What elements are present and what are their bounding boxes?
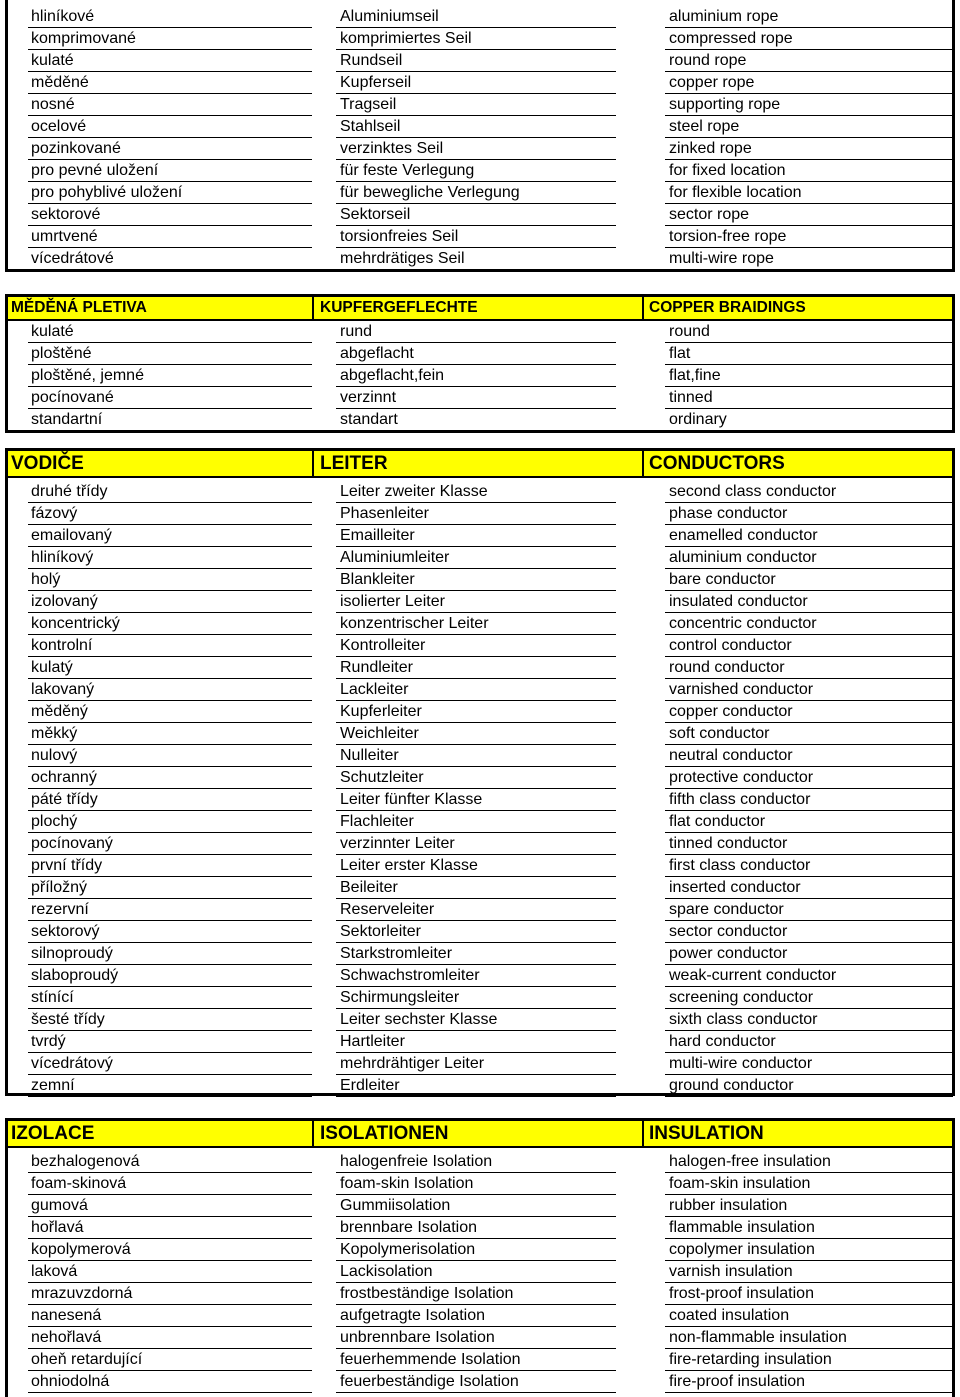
term-german: komprimiertes Seil <box>336 28 616 50</box>
term-german: verzinnt <box>336 387 616 409</box>
term-english: ground conductor <box>665 1075 953 1097</box>
term-czech: kontrolní <box>28 635 312 657</box>
term-english: spare conductor <box>665 899 953 921</box>
term-german: Aluminiumleiter <box>336 547 616 569</box>
table-row <box>8 591 952 613</box>
term-english: neutral conductor <box>665 745 953 767</box>
term-german: für feste Verlegung <box>336 160 616 182</box>
term-english: non-flammable insulation <box>665 1327 953 1349</box>
table-row <box>8 635 952 657</box>
section-header <box>8 451 952 478</box>
term-czech: první třídy <box>28 855 312 877</box>
term-czech: sektorové <box>28 204 312 226</box>
header-german: ISOLATIONEN <box>312 1121 642 1146</box>
term-english: control conductor <box>665 635 953 657</box>
term-english: fire-proof insulation <box>665 1371 953 1393</box>
term-german: standart <box>336 409 616 431</box>
term-czech: hořlavá <box>28 1217 312 1239</box>
table-row <box>8 899 952 921</box>
term-english: hard conductor <box>665 1031 953 1053</box>
table-row <box>8 160 952 182</box>
term-english: steel rope <box>665 116 953 138</box>
header-czech: MĚDĚNÁ PLETIVA <box>11 299 147 316</box>
table-row <box>8 1217 952 1239</box>
term-german: Blankleiter <box>336 569 616 591</box>
term-german: Kopolymerisolation <box>336 1239 616 1261</box>
term-english: flat conductor <box>665 811 953 833</box>
term-czech: měkký <box>28 723 312 745</box>
header-czech: IZOLACE <box>11 1123 95 1144</box>
term-czech: rezervní <box>28 899 312 921</box>
term-czech: izolovaný <box>28 591 312 613</box>
table-row <box>8 833 952 855</box>
term-english: foam-skin insulation <box>665 1173 953 1195</box>
section-copper-braidings <box>5 294 955 433</box>
term-english: tinned <box>665 387 953 409</box>
table-row <box>8 613 952 635</box>
term-english: coated insulation <box>665 1305 953 1327</box>
term-german: frostbeständige Isolation <box>336 1283 616 1305</box>
table-row <box>8 767 952 789</box>
table-row <box>8 182 952 204</box>
term-czech: slaboproudý <box>28 965 312 987</box>
term-czech: pozinkované <box>28 138 312 160</box>
term-english: torsion-free rope <box>665 226 953 248</box>
term-german: mehrdrähtiger Leiter <box>336 1053 616 1075</box>
table-row <box>8 1031 952 1053</box>
term-german: Leiter erster Klasse <box>336 855 616 877</box>
term-german: Hartleiter <box>336 1031 616 1053</box>
term-german: abgeflacht,fein <box>336 365 616 387</box>
term-german: Rundleiter <box>336 657 616 679</box>
section-header <box>8 1121 952 1148</box>
term-german: unbrennbare Isolation <box>336 1327 616 1349</box>
term-czech: pocínované <box>28 387 312 409</box>
term-english: for fixed location <box>665 160 953 182</box>
table-row <box>8 387 952 409</box>
table-row <box>8 365 952 387</box>
term-english: ordinary <box>665 409 953 431</box>
table-row <box>8 343 952 365</box>
term-german: mehrdrätiges Seil <box>336 248 616 270</box>
table-row <box>8 116 952 138</box>
section-rows <box>8 1148 952 1393</box>
term-czech: pro pohyblivé uložení <box>28 182 312 204</box>
term-english: copper conductor <box>665 701 953 723</box>
term-german: torsionfreies Seil <box>336 226 616 248</box>
term-czech: ploštěné, jemné <box>28 365 312 387</box>
term-czech: vícedrátový <box>28 1053 312 1075</box>
term-english: sector conductor <box>665 921 953 943</box>
table-row <box>8 1349 952 1371</box>
term-german: aufgetragte Isolation <box>336 1305 616 1327</box>
term-german: Kupferseil <box>336 72 616 94</box>
term-czech: druhé třídy <box>28 481 312 503</box>
term-german: Phasenleiter <box>336 503 616 525</box>
term-english: inserted conductor <box>665 877 953 899</box>
section-rows <box>8 321 952 431</box>
term-german: Nulleiter <box>336 745 616 767</box>
term-czech: mrazuvzdorná <box>28 1283 312 1305</box>
term-english: soft conductor <box>665 723 953 745</box>
section-header <box>8 297 952 321</box>
table-row <box>8 138 952 160</box>
section-ropes <box>5 0 955 272</box>
table-row <box>8 481 952 503</box>
term-english: copolymer insulation <box>665 1239 953 1261</box>
header-english: INSULATION <box>642 1121 952 1146</box>
term-english: aluminium conductor <box>665 547 953 569</box>
table-row <box>8 1151 952 1173</box>
table-row <box>8 789 952 811</box>
term-czech: kulatý <box>28 657 312 679</box>
term-czech: holý <box>28 569 312 591</box>
term-english: round <box>665 321 953 343</box>
table-row <box>8 569 952 591</box>
term-english: flat <box>665 343 953 365</box>
table-row <box>8 1009 952 1031</box>
term-german: feuerbeständige Isolation <box>336 1371 616 1393</box>
term-german: Flachleiter <box>336 811 616 833</box>
table-row <box>8 745 952 767</box>
term-czech: gumová <box>28 1195 312 1217</box>
term-czech: komprimované <box>28 28 312 50</box>
term-czech: fázový <box>28 503 312 525</box>
table-row <box>8 94 952 116</box>
table-row <box>8 811 952 833</box>
term-czech: kulaté <box>28 321 312 343</box>
term-english: screening conductor <box>665 987 953 1009</box>
term-english: multi-wire conductor <box>665 1053 953 1075</box>
term-german: Schirmungsleiter <box>336 987 616 1009</box>
term-german: Erdleiter <box>336 1075 616 1097</box>
term-english: round rope <box>665 50 953 72</box>
term-german: Kupferleiter <box>336 701 616 723</box>
term-english: power conductor <box>665 943 953 965</box>
term-english: bare conductor <box>665 569 953 591</box>
table-row <box>8 1371 952 1393</box>
term-german: Beileiter <box>336 877 616 899</box>
table-row <box>8 409 952 431</box>
term-english: multi-wire rope <box>665 248 953 270</box>
table-row <box>8 657 952 679</box>
term-czech: měděný <box>28 701 312 723</box>
term-english: frost-proof insulation <box>665 1283 953 1305</box>
term-czech: nosné <box>28 94 312 116</box>
table-row <box>8 1305 952 1327</box>
term-czech: bezhalogenová <box>28 1151 312 1173</box>
term-german: Gummiisolation <box>336 1195 616 1217</box>
header-german: KUPFERGEFLECHTE <box>312 297 642 319</box>
term-czech: kulaté <box>28 50 312 72</box>
term-english: phase conductor <box>665 503 953 525</box>
term-german: Lackleiter <box>336 679 616 701</box>
term-czech: oheň retardující <box>28 1349 312 1371</box>
header-english: COPPER BRAIDINGS <box>642 297 952 319</box>
term-german: abgeflacht <box>336 343 616 365</box>
table-row <box>8 877 952 899</box>
term-czech: ocelové <box>28 116 312 138</box>
table-row <box>8 321 952 343</box>
term-english: first class conductor <box>665 855 953 877</box>
term-english: flammable insulation <box>665 1217 953 1239</box>
term-czech: tvrdý <box>28 1031 312 1053</box>
term-german: Tragseil <box>336 94 616 116</box>
term-english: for flexible location <box>665 182 953 204</box>
table-row <box>8 987 952 1009</box>
term-czech: příložný <box>28 877 312 899</box>
term-english: tinned conductor <box>665 833 953 855</box>
section-rows <box>8 478 952 1097</box>
table-row <box>8 1327 952 1349</box>
term-english: supporting rope <box>665 94 953 116</box>
term-german: Leiter fünfter Klasse <box>336 789 616 811</box>
term-english: protective conductor <box>665 767 953 789</box>
term-czech: plochý <box>28 811 312 833</box>
term-czech: nulový <box>28 745 312 767</box>
term-czech: hliníkové <box>28 6 312 28</box>
header-german: LEITER <box>312 451 642 476</box>
term-czech: pocínovaný <box>28 833 312 855</box>
table-row <box>8 965 952 987</box>
table-row <box>8 1239 952 1261</box>
section-insulation <box>5 1118 955 1397</box>
header-english: CONDUCTORS <box>642 451 952 476</box>
table-row <box>8 50 952 72</box>
term-czech: stínící <box>28 987 312 1009</box>
term-czech: šesté třídy <box>28 1009 312 1031</box>
table-row <box>8 921 952 943</box>
term-english: fire-retarding insulation <box>665 1349 953 1371</box>
term-german: verzinnter Leiter <box>336 833 616 855</box>
term-czech: zemní <box>28 1075 312 1097</box>
term-english: second class conductor <box>665 481 953 503</box>
table-row <box>8 723 952 745</box>
table-row <box>8 1075 952 1097</box>
term-czech: foam-skinová <box>28 1173 312 1195</box>
table-row <box>8 701 952 723</box>
term-czech: sektorový <box>28 921 312 943</box>
term-german: Starkstromleiter <box>336 943 616 965</box>
term-german: Kontrolleiter <box>336 635 616 657</box>
term-german: Lackisolation <box>336 1261 616 1283</box>
table-row <box>8 6 952 28</box>
term-german: feuerhemmende Isolation <box>336 1349 616 1371</box>
term-czech: nanesená <box>28 1305 312 1327</box>
table-row <box>8 943 952 965</box>
table-row <box>8 28 952 50</box>
term-german: Emailleiter <box>336 525 616 547</box>
term-english: compressed rope <box>665 28 953 50</box>
term-english: halogen-free insulation <box>665 1151 953 1173</box>
term-english: flat,fine <box>665 365 953 387</box>
term-czech: páté třídy <box>28 789 312 811</box>
term-german: Schutzleiter <box>336 767 616 789</box>
table-row <box>8 855 952 877</box>
term-czech: ohniodolná <box>28 1371 312 1393</box>
term-czech: silnoproudý <box>28 943 312 965</box>
term-german: brennbare Isolation <box>336 1217 616 1239</box>
term-czech: nehořlavá <box>28 1327 312 1349</box>
term-czech: emailovaný <box>28 525 312 547</box>
term-german: Schwachstromleiter <box>336 965 616 987</box>
term-english: aluminium rope <box>665 6 953 28</box>
term-czech: laková <box>28 1261 312 1283</box>
table-row <box>8 1261 952 1283</box>
table-row <box>8 679 952 701</box>
term-german: verzinktes Seil <box>336 138 616 160</box>
term-czech: koncentrický <box>28 613 312 635</box>
term-english: sixth class conductor <box>665 1009 953 1031</box>
term-english: fifth class conductor <box>665 789 953 811</box>
table-row <box>8 248 952 270</box>
term-german: Reserveleiter <box>336 899 616 921</box>
term-german: Sektorseil <box>336 204 616 226</box>
term-english: rubber insulation <box>665 1195 953 1217</box>
term-german: Aluminiumseil <box>336 6 616 28</box>
table-row <box>8 1283 952 1305</box>
term-german: Leiter zweiter Klasse <box>336 481 616 503</box>
term-czech: pro pevné uložení <box>28 160 312 182</box>
table-row <box>8 525 952 547</box>
term-german: für bewegliche Verlegung <box>336 182 616 204</box>
table-row <box>8 1195 952 1217</box>
term-german: isolierter Leiter <box>336 591 616 613</box>
term-german: halogenfreie Isolation <box>336 1151 616 1173</box>
term-english: zinked rope <box>665 138 953 160</box>
table-row <box>8 72 952 94</box>
table-row <box>8 204 952 226</box>
term-czech: měděné <box>28 72 312 94</box>
term-german: konzentrischer Leiter <box>336 613 616 635</box>
table-row <box>8 1053 952 1075</box>
term-english: insulated conductor <box>665 591 953 613</box>
term-english: sector rope <box>665 204 953 226</box>
term-german: Stahlseil <box>336 116 616 138</box>
term-english: round conductor <box>665 657 953 679</box>
table-row <box>8 547 952 569</box>
section-rows <box>8 0 952 270</box>
term-german: rund <box>336 321 616 343</box>
term-czech: vícedrátové <box>28 248 312 270</box>
table-row <box>8 503 952 525</box>
term-czech: lakovaný <box>28 679 312 701</box>
term-english: varnished conductor <box>665 679 953 701</box>
term-czech: hliníkový <box>28 547 312 569</box>
term-german: foam-skin Isolation <box>336 1173 616 1195</box>
term-czech: ploštěné <box>28 343 312 365</box>
term-czech: kopolymerová <box>28 1239 312 1261</box>
term-german: Rundseil <box>336 50 616 72</box>
term-german: Weichleiter <box>336 723 616 745</box>
table-row <box>8 226 952 248</box>
term-english: enamelled conductor <box>665 525 953 547</box>
section-conductors <box>5 448 955 1096</box>
term-german: Sektorleiter <box>336 921 616 943</box>
term-czech: standartní <box>28 409 312 431</box>
term-english: copper rope <box>665 72 953 94</box>
term-czech: umrtvené <box>28 226 312 248</box>
term-english: weak-current conductor <box>665 965 953 987</box>
term-english: concentric conductor <box>665 613 953 635</box>
term-czech: ochranný <box>28 767 312 789</box>
header-czech: VODIČE <box>11 453 84 474</box>
term-english: varnish insulation <box>665 1261 953 1283</box>
term-german: Leiter sechster Klasse <box>336 1009 616 1031</box>
table-row <box>8 1173 952 1195</box>
